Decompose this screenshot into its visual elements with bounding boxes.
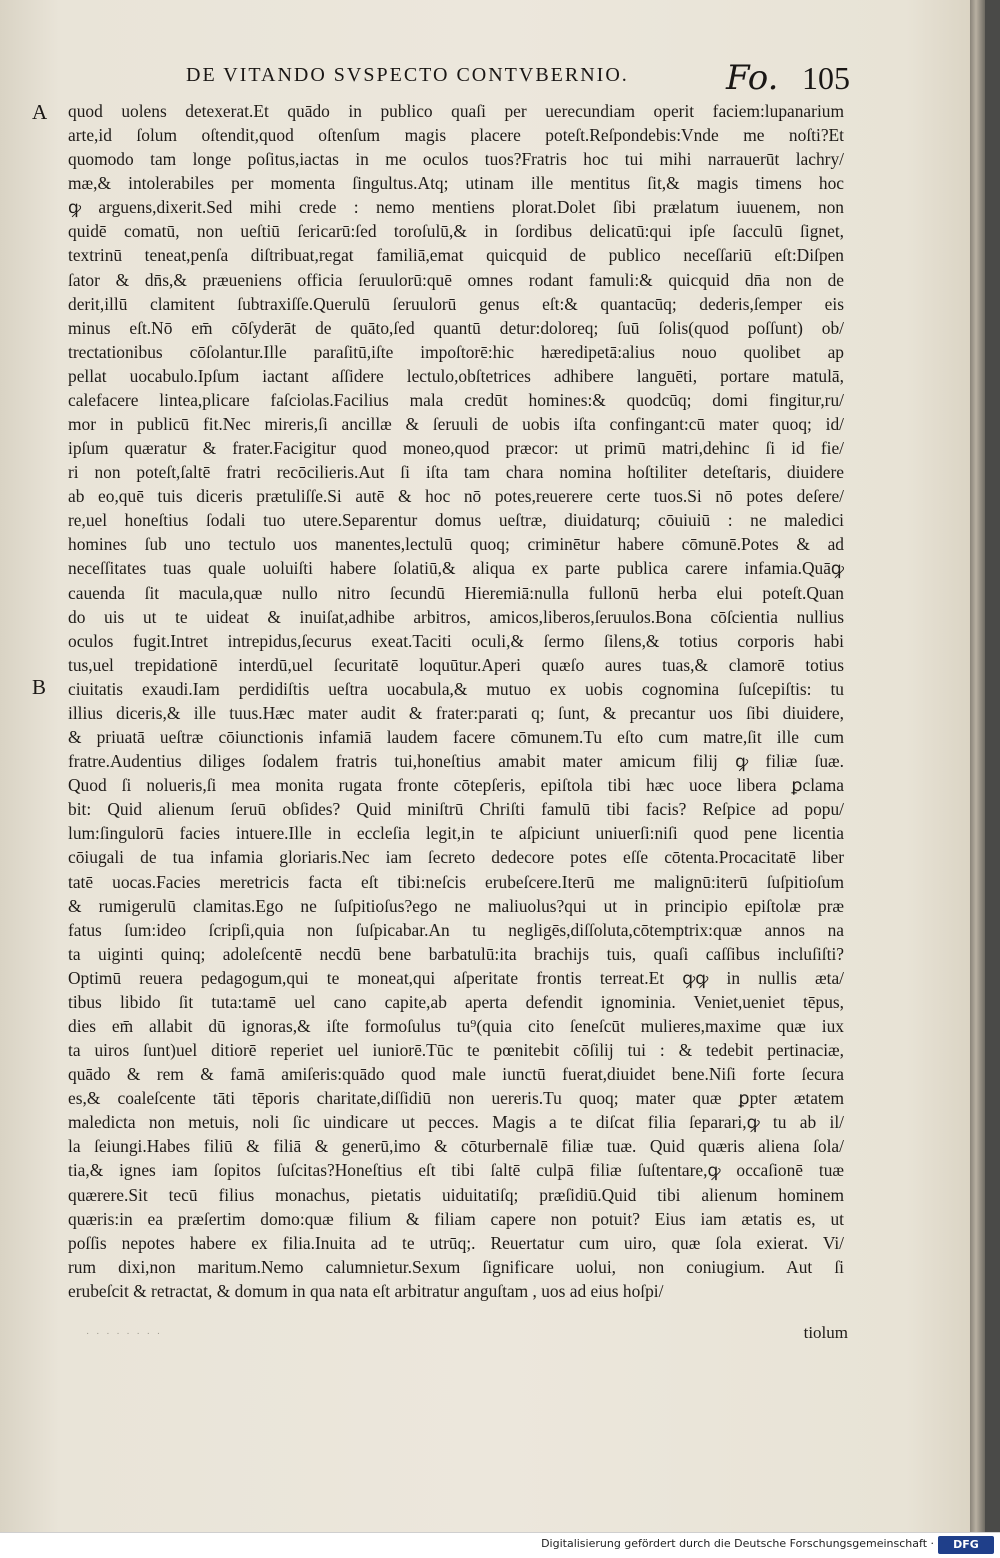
- text-line: maledicta non metuis, noli ſic uindicare ut pecces. Magis a te diſcat filia ſeparari,ꝙ tu ab il/: [68, 1112, 844, 1133]
- text-line: illius diceris,& ille tuus.Hæc mater audit & frater:parati q; ſunt, & precantur uos ſibi diuidere,: [68, 702, 844, 723]
- text-line: fatus ſum:ideo ſcripſi,quia non ſuſpicabar.An tu negligēs,diſſoluta,cōtemptrix:quæ annos na: [68, 919, 844, 940]
- funding-credit: Digitalisierung gefördert durch die Deutsche Forschungsgemeinschaft ·: [541, 1537, 934, 1550]
- section-marker-a: A: [32, 100, 48, 124]
- text-line: & rumigerulū clamitas.Ego ne ſuſpitioſus?ego ne maliuolus?qui ut in principio epiſtolæ præ: [68, 895, 844, 916]
- text-line: re,uel honeſtius ſodali tuo utere.Separentur domus ueſtræ, diuidaturq; cōuiuiū : ne maledici: [68, 510, 844, 531]
- text-line: bit: Quid alienum ſeruū obſides? Quid miniſtrū Chriſti famulū tibi facis? Reſpice ad popu/: [68, 799, 844, 820]
- text-line: mæ,& intolerabiles per momenta ſingultus.Atq; utinam ille mentitus ſit,& magis timens hoc: [68, 173, 844, 194]
- text-line: Optimū reuera pedagogum,qui te moneat,qui aſperitate frontis terreat.Et ꝙꝙ in nullis æta/: [68, 967, 844, 988]
- text-line: rum dixi,non maritum.Nemo calumnietur.Sexum ſignificare uolui, non coniugium. Aut ſi: [68, 1256, 844, 1277]
- text-line: dies em̄ allabit dū ignoras,& iſte formoſulus tu⁹(quia cito ſeneſcūt mulieres,maxime quæ iux: [68, 1015, 844, 1036]
- text-line: erubeſcit & retractat, & domum in qua nata eſt arbitratur anguſtam , uos ad eius hoſpi/: [68, 1280, 664, 1301]
- text-line: ri non poteſt,ſaltē fratri recōcilieris.Aut ſi iſta tam chara nomina hoſtiliter deteſtaris, diuidere: [68, 462, 844, 483]
- text-line: es,& coaleſcente tāti tēporis charitate,diſſidiū non uereris.Tu quoq; mater quæ ꝑpter ætatem: [68, 1088, 844, 1109]
- faint-mark: · · · · · · · ·: [86, 1328, 163, 1339]
- text-line: fratre.Audentius diliges ſodalem fratris tui,honeſtius amabit mater amicum filij ꝙ filiæ ſuæ.: [68, 751, 844, 772]
- text-line: ſator & dn̄s,& præueniens officia ſeruulorū:quē omnes rodant famuli:& quicquid dn̄a non de: [68, 269, 844, 290]
- text-line: quæris:in ea præſertim domo:quæ filium & filiam capere non potuit? Eius iam ætatis es, ut: [68, 1208, 844, 1229]
- text-line: ta uiginti quinq; adoleſcentē necdū bene barbatulū:ita brachijs tuis, quaſi caſſibus incluſiſti?: [68, 943, 844, 964]
- text-line: ꝙ arguens,dixerit.Sed mihi crede : nemo mentiens plorat.Dolet ſibi prælatum iuuenem, non: [68, 197, 844, 218]
- text-line: poſſis nepotes habere ex filia.Inuita ad te utrūq;. Reuertatur cum uiro, quæ ſola exierat. Vi/: [68, 1232, 844, 1253]
- folio-label: Fo.: [726, 58, 779, 98]
- text-line: tia,& ignes iam ſopitos ſuſcitas?Honeſtius eſt tibi ſaltē culpā filiæ ſuſtentare,ꝙ occaſionē tuæ: [68, 1160, 844, 1181]
- text-line: tus,uel trepidationē interdū,uel ſecuritatē loquūtur.Aperi quæſo aures tuas,& clamorē totius: [68, 654, 844, 675]
- text-line: textrinū teneat,penſa diſtribuat,regat familiā,emat quicquid de publico neceſſariū eſt:Diſpen: [68, 245, 844, 266]
- text-line: minus eſt.Nō em̄ cōſyderāt de quāto,ſed quantū detur:doloreq; ſuū ſolis(quod poſſunt) ob/: [68, 317, 844, 338]
- dfg-logo: DFG: [938, 1536, 994, 1554]
- text-line: lum:ſingulorū facies intuere.Ille in eccleſia legit,in te aſpiciunt uniuerſi:niſi quod pene licentia: [68, 823, 844, 844]
- text-line: la ſeiungi.Habes filiū & filiā & generū,imo & cōturbernalē filiæ tuæ. Quid quæris aliena ſola/: [68, 1136, 844, 1157]
- text-line: neceſſitates tuas quale uoluiſti habere ſolatiū,& aliqua ex parte publica carere infamia.Quāꝙ: [68, 558, 844, 579]
- text-line: oculos fugit.Intret intrepidus,ſecurus exeat.Taciti oculi,& ſermo ſilens,& totius corporis habi: [68, 630, 844, 651]
- text-line: pellat uocabulo.Ipſum iactant aſſidere lectulo,obſtetrices adhibere languēti, portare matulā,: [68, 365, 844, 386]
- text-line: quādo & rem & famā amiſeris:quādo quod male iunctū fuerat,diuidet bene.Niſi forte ſecura: [68, 1064, 844, 1085]
- text-line: derit,illū clamitent ſubtraxiſſe.Querulū ſeruulorū genus eſt:& quantacūq; dederis,ſemper eis: [68, 293, 844, 314]
- text-line: quærere.Sit tecū filius monachus, pietatis uiduitatiſq; præſidiū.Quid tibi alienum hominem: [68, 1184, 844, 1205]
- text-line: ab eo,quē tuis diceris prætuliſſe.Si autē & hoc nō potes,reuerere certe tuos.Si nō potes deſere/: [68, 486, 844, 507]
- catchword: tiolum: [803, 1323, 848, 1342]
- text-line: ta uiros ſunt)uel ditiorē reperiet uel iuniorē.Tūc te pœnitebit cōſilij tui : & tedebit pertinaciæ,: [68, 1040, 844, 1061]
- text-line: & priuatā ueſtræ cōiunctionis infamiā laudem facere cōmunem.Tu eſto cum matre,ſit ille cum: [68, 727, 844, 748]
- text-line: mor in publicū fit.Nec mireris,ſi ancillæ & ſeruuli de uobis iſta confingant:cū mater quoq; id/: [68, 414, 844, 435]
- text-line: cōiugali de tua infamia gloriaris.Nec iam ſecreto dedecore potes eſſe cōtenta.Procacitatē liber: [68, 847, 844, 868]
- running-title: DE VITANDO SVSPECTO CONTVBERNIO.: [186, 64, 629, 86]
- text-line: tatē uocas.Facies meretricis facta eſt tibi:neſcis erubeſcere.Iterū me malignū:iterū ſuſpitioſum: [68, 871, 844, 892]
- text-line: cauenda ſit macula,quæ nullo nitro ſecundū Hieremiā:nulla fullonū herba elui poteſt.Quan: [68, 582, 844, 603]
- text-line: calefacere lintea,plicare faſciolas.Facilius mala credūt homines:& quodcūq; domi fingitur,ru/: [68, 389, 844, 410]
- text-line: ciuitatis exaudi.Iam perdidiſtis ueſtra uocabula,& mutuo ex uobis cognomina ſuſcepiſtis: tu: [68, 678, 844, 699]
- text-line: quod uolens detexerat.Et quādo in publico quaſi per uerecundiam operit faciem:lupanarium: [68, 101, 844, 121]
- text-line: tibus libido ſit tuta:tamē uel cano capite,ab aperta defendit ignominia. Veniet,ueniet tēpus,: [68, 991, 844, 1012]
- page-header: [186, 58, 866, 98]
- body-text: [68, 99, 844, 1303]
- text-line: homines ſub uno tectulo uos manentes,lectulū quoq; criminētur habere cōmunē.Potes & ad: [68, 534, 844, 555]
- text-line: quidē comatū, non ueſtiū ſericarū:ſed toroſulū,& in ſordibus delicatū:qui ipſe ſacculū ſignet,: [68, 221, 844, 242]
- folio-number: 105: [802, 60, 850, 96]
- text-line: trectationibus cōſolantur.Ille paraſitū,iſte impoſtorē:hic hæredipetā:alius nouo quolibet ap: [68, 341, 844, 362]
- footer-bar: [0, 1532, 1000, 1558]
- text-line: do uis ut te uideat & inuiſat,adhibe arbitros, amicos,liberos,ſeruulos.Bona cōſcientia nullius: [68, 606, 844, 627]
- text-line: Quod ſi nolueris,ſi mea monita rugata fronte cōtepſeris, epiſtola tibi hæc uoce libera ꝑclama: [68, 775, 844, 796]
- text-line: quomodo tam longe poſitus,iactas in me oculos tuos?Fratris hoc tui mihi narrauerūt lachry/: [68, 149, 844, 170]
- section-marker-b: B: [32, 675, 47, 699]
- text-line: ipſum quæratur & frater.Facigitur quod moneo,quod præcor: ut primū matri,dehinc ſi id fie/: [68, 438, 844, 459]
- text-line: arte,id ſolum oſtendit,quod oſtenſum magis placere poteſt.Reſpondebis:Vnde me noſti?Et: [68, 125, 844, 146]
- page-edge: [970, 0, 985, 1532]
